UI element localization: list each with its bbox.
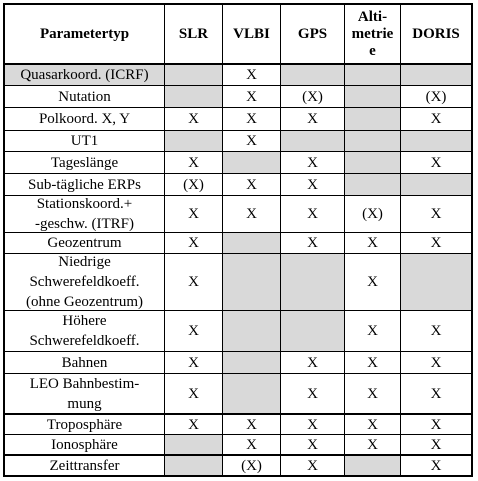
table-cell-text: X (307, 235, 318, 251)
table-cell-text: X (367, 385, 378, 402)
table-row (5, 86, 471, 108)
table-cell-text: X (246, 436, 257, 453)
table-cell-text: X (188, 323, 199, 339)
table-cell (281, 86, 345, 107)
table-cell (345, 65, 401, 85)
table-cell (401, 374, 471, 413)
table-row (5, 456, 471, 475)
table-cell (401, 415, 471, 434)
table-cell (223, 131, 281, 151)
row-label-text: Troposphäre (46, 416, 123, 433)
row-label (5, 152, 165, 173)
table-cell-text: X (188, 111, 199, 127)
table-cell (345, 196, 401, 232)
table-cell-text: X (430, 323, 442, 339)
row-label (5, 435, 165, 454)
table-cell (165, 456, 223, 475)
table-row (5, 65, 471, 86)
table-cell (223, 233, 281, 253)
table-cell (345, 131, 401, 151)
column-header (5, 5, 165, 63)
table-cell-text: X (307, 457, 318, 474)
table-cell (165, 152, 223, 173)
table-cell (401, 86, 471, 107)
row-label (5, 352, 165, 373)
table-row (5, 254, 471, 311)
row-label (5, 254, 165, 310)
table-cell (345, 233, 401, 253)
table-cell-text: X (246, 416, 257, 433)
table-cell-text: (X) (425, 88, 447, 105)
table-cell-text: X (307, 436, 318, 453)
table-cell (401, 65, 471, 85)
table-cell-text: X (367, 416, 378, 433)
row-label-text: UT1 (70, 133, 99, 149)
table-cell-text: X (246, 88, 257, 105)
table-cell-text: X (430, 154, 442, 171)
table-cell (345, 86, 401, 107)
table-cell-text: X (430, 457, 442, 474)
table-cell (345, 174, 401, 195)
table-cell (281, 65, 345, 85)
table-cell-text: X (430, 235, 442, 251)
table-cell (401, 311, 471, 351)
table-cell (345, 311, 401, 351)
table-cell-text: X (367, 274, 378, 290)
row-label-text: Quasarkoord. (ICRF) (20, 67, 149, 83)
row-label-text: Stationskoord.+ -geschw. (ITRF) (34, 196, 134, 232)
table-cell (281, 196, 345, 232)
row-label-text: LEO Bahnbestim- mung (29, 375, 140, 412)
table-row (5, 415, 471, 435)
row-label-text: Bahnen (61, 354, 108, 371)
table-cell-text: X (367, 323, 378, 339)
table-cell (281, 311, 345, 351)
table-cell (401, 435, 471, 454)
table-cell (401, 174, 471, 195)
table-row (5, 152, 471, 174)
table-cell (345, 435, 401, 454)
table-cell (223, 435, 281, 454)
table-cell-text: X (188, 354, 199, 371)
row-label-text: Zeittransfer (49, 457, 120, 474)
table-cell (345, 254, 401, 310)
table-row (5, 374, 471, 415)
table-cell (401, 131, 471, 151)
table-cell (165, 352, 223, 373)
table-cell (281, 174, 345, 195)
table-cell (165, 131, 223, 151)
table-cell (165, 254, 223, 310)
column-header (345, 5, 401, 63)
row-label-text: Nutation (58, 88, 111, 105)
table-cell (165, 174, 223, 195)
column-header-text: Parametertyp (39, 26, 130, 42)
table-cell-text: X (367, 436, 378, 453)
row-label (5, 108, 165, 130)
table-cell-text: X (188, 154, 199, 171)
row-label-text: Ionosphäre (51, 436, 118, 453)
table-cell-text: X (307, 206, 318, 222)
table-row (5, 311, 471, 352)
table-cell-text: X (430, 206, 442, 222)
table-cell-text: X (188, 385, 199, 402)
row-label (5, 233, 165, 253)
row-label-text: Tageslänge (50, 154, 119, 171)
row-label (5, 196, 165, 232)
table-cell (281, 233, 345, 253)
table-cell (223, 65, 281, 85)
table-cell (401, 108, 471, 130)
table-cell-text: X (430, 111, 442, 127)
table-cell (223, 374, 281, 413)
table-cell-text: X (307, 176, 318, 193)
table-cell (281, 352, 345, 373)
table-cell (345, 415, 401, 434)
table-cell-text: X (307, 111, 318, 127)
table-cell (165, 415, 223, 434)
table-cell-text: X (307, 354, 318, 371)
table-cell (281, 374, 345, 413)
table-cell-text: X (307, 416, 318, 433)
table-row (5, 233, 471, 254)
table-row (5, 435, 471, 456)
table-cell-text: (X) (183, 176, 204, 193)
table-cell (223, 456, 281, 475)
table-cell (401, 456, 471, 475)
table-cell-text: X (367, 235, 378, 251)
table-cell-text: X (430, 385, 442, 402)
table-cell-text: (X) (362, 206, 383, 222)
row-label-text: Polkoord. X, Y (38, 111, 131, 127)
column-header-text: SLR (178, 26, 209, 42)
column-header-text: Alti- metrie e (351, 8, 394, 59)
row-label (5, 374, 165, 413)
row-label-text: Geozentrum (47, 235, 122, 251)
table-cell (223, 196, 281, 232)
table-cell (223, 311, 281, 351)
table-cell-text: X (430, 354, 442, 371)
table-cell-text: X (188, 416, 199, 433)
table-row (5, 196, 471, 233)
table-cell (165, 435, 223, 454)
table-cell-text: X (307, 154, 318, 171)
row-label-text: Sub-tägliche ERPs (28, 176, 141, 193)
table-cell (281, 131, 345, 151)
table-cell (345, 152, 401, 173)
row-label (5, 65, 165, 85)
table-cell-text: X (246, 133, 257, 149)
table-cell (281, 415, 345, 434)
row-label (5, 456, 165, 475)
table-row (5, 174, 471, 196)
table-cell (401, 152, 471, 173)
column-header (165, 5, 223, 63)
table-cell (281, 435, 345, 454)
table-cell (165, 65, 223, 85)
table-cell (281, 108, 345, 130)
column-header-text: DORIS (412, 26, 460, 42)
table-cell (281, 254, 345, 310)
table-row (5, 352, 471, 374)
table-row (5, 131, 471, 152)
table-cell-text: (X) (302, 88, 323, 105)
table-cell (345, 456, 401, 475)
table-cell-text: X (367, 354, 378, 371)
row-label (5, 174, 165, 195)
table-cell (223, 254, 281, 310)
row-label (5, 131, 165, 151)
table-cell (223, 108, 281, 130)
row-label-text: Niedrige Schwerefeldkoeff. (ohne Geozentrum) (25, 254, 144, 310)
parameter-table (3, 3, 473, 477)
table-cell (281, 152, 345, 173)
table-cell-text: X (188, 235, 199, 251)
row-label (5, 311, 165, 351)
table-cell (165, 374, 223, 413)
table-cell (345, 352, 401, 373)
table-cell (281, 456, 345, 475)
table-cell-text: (X) (241, 457, 262, 474)
table-cell (401, 254, 471, 310)
table-row (5, 108, 471, 131)
table-cell-text: X (307, 385, 318, 402)
table-cell (165, 196, 223, 232)
table-cell (345, 108, 401, 130)
column-header-text: VLBI (233, 26, 270, 42)
table-cell (223, 86, 281, 107)
row-label-text: Höhere Schwerefeldkoeff. (29, 313, 140, 349)
column-header (401, 5, 471, 63)
table-cell-text: X (246, 67, 257, 83)
table-cell (165, 233, 223, 253)
table-cell-text: X (246, 111, 257, 127)
header-row (5, 5, 471, 65)
table-cell-text: X (430, 416, 442, 433)
table-cell (401, 196, 471, 232)
row-label (5, 415, 165, 434)
table-cell-text: X (246, 206, 257, 222)
table-cell (165, 311, 223, 351)
table-cell (223, 352, 281, 373)
column-header (223, 5, 281, 63)
table-cell (165, 86, 223, 107)
column-header-text: GPS (297, 26, 328, 42)
table-cell (223, 152, 281, 173)
table-cell (223, 415, 281, 434)
table-cell (401, 233, 471, 253)
table-cell-text: X (246, 176, 257, 193)
table-cell (401, 352, 471, 373)
table-cell (345, 374, 401, 413)
column-header (281, 5, 345, 63)
table-cell (165, 108, 223, 130)
table-cell-text: X (188, 274, 199, 290)
table-cell (223, 174, 281, 195)
table-cell-text: X (188, 206, 199, 222)
row-label (5, 86, 165, 107)
table-cell-text: X (430, 436, 442, 453)
